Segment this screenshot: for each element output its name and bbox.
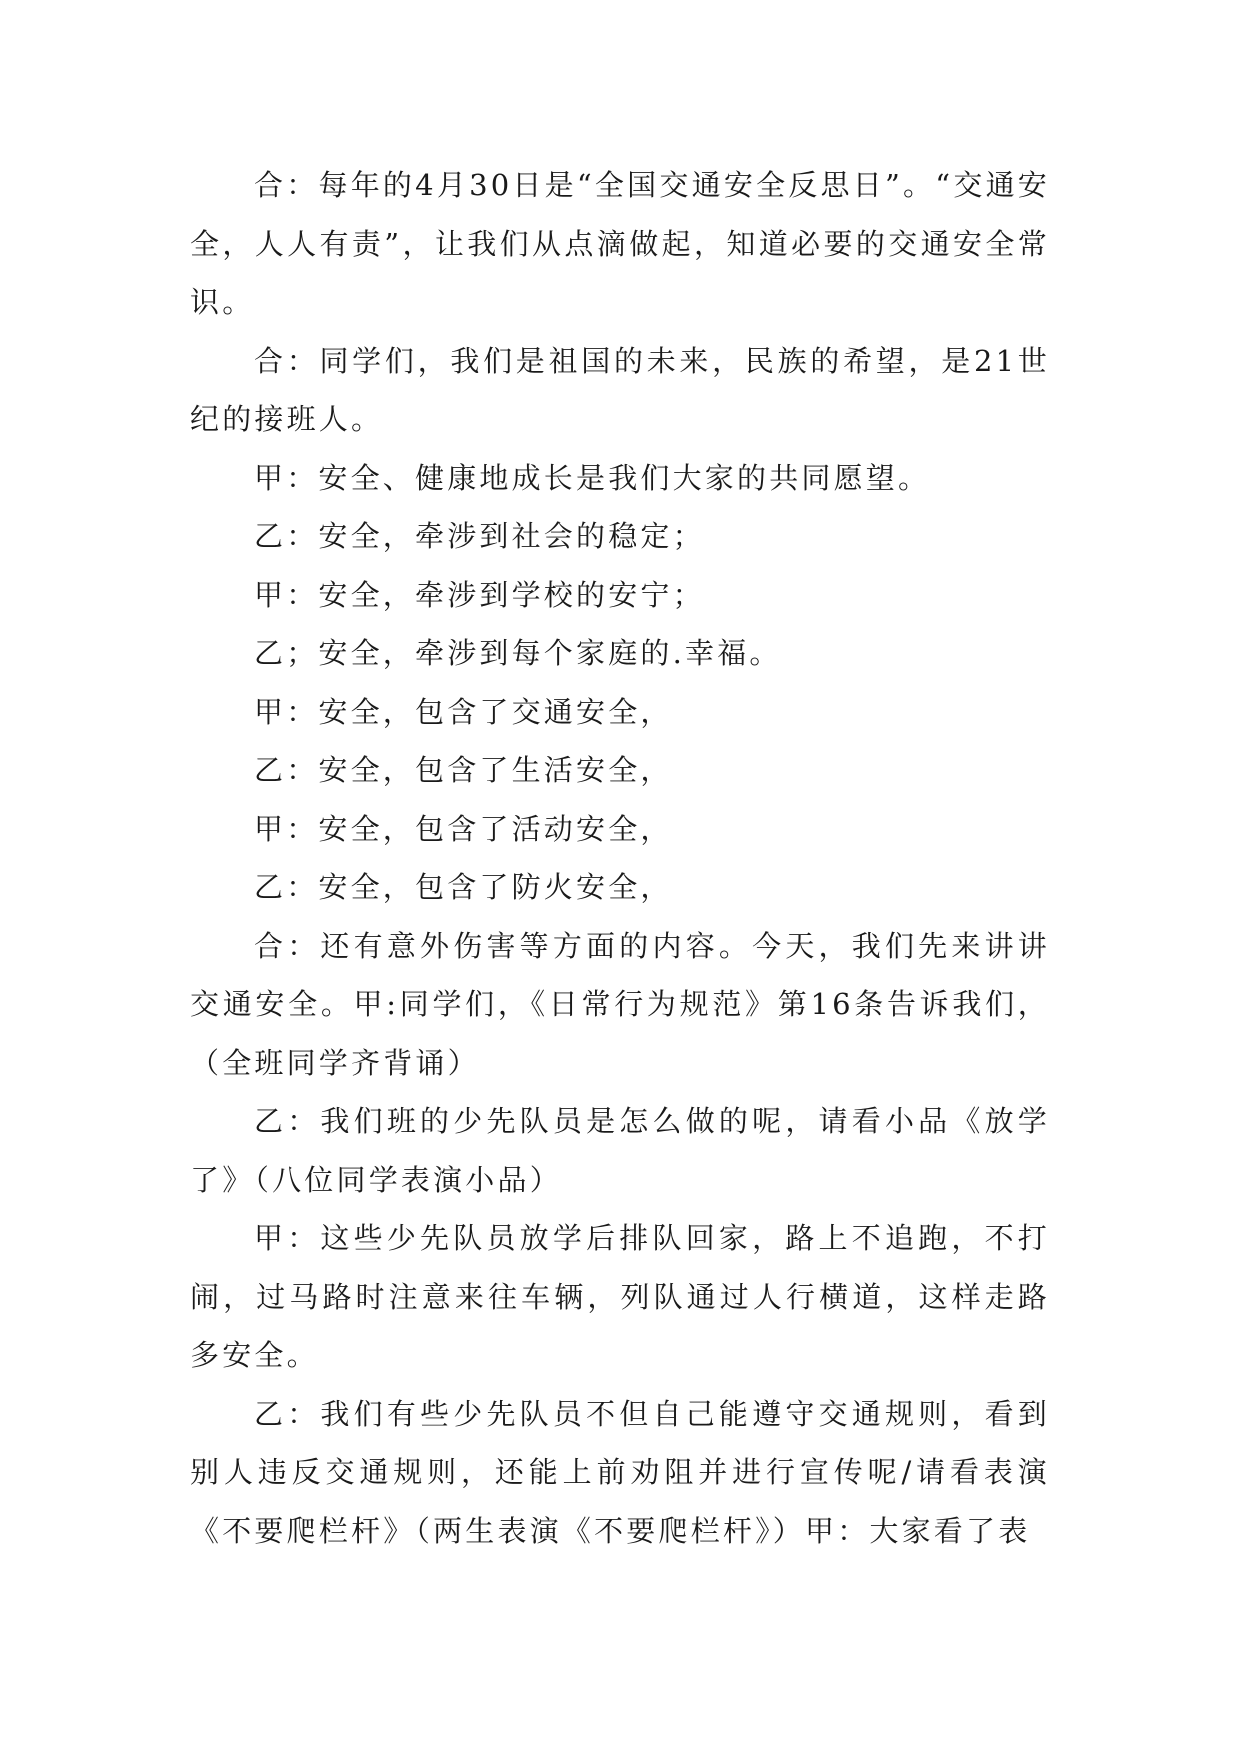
paragraph: 甲：安全，包含了交通安全， [254, 694, 673, 729]
paragraph: 合：每年的4月30日是“全国交通安全反思日”。“交通安全，人人有责”，让我们从点滴做起，知道必要的交通安全常识。 [190, 168, 1050, 319]
paragraph: 乙：我们有些少先队员不但自己能遵守交通规则，看到别人违反交通规则，还能上前劝阻并进行宣传呢/请看表演《不要爬栏杆》（两生表演《不要爬栏杆》）甲：大家看了表 [190, 1396, 1050, 1548]
paragraph: 乙；安全，牵涉到每个家庭的.幸福。 [254, 636, 782, 670]
paragraph: 甲：安全，包含了活动安全， [254, 811, 673, 846]
paragraph: 合：还有意外伤害等方面的内容。今天，我们先来讲讲交通安全。甲:同学们，《日常行为规范》第16条告诉我们，（全班同学齐背诵） [190, 928, 1050, 1080]
paragraph: 乙：安全，牵涉到社会的稳定； [254, 519, 705, 553]
paragraph: 甲：这些少先队员放学后排队回家，路上不追跑，不打闹，过马路时注意来往车辆，列队通过人行横道，这样走路多安全。 [190, 1221, 1050, 1372]
paragraph: 甲：安全、健康地成长是我们大家的共同愿望。 [254, 460, 931, 495]
document-body [190, 156, 1050, 1560]
paragraph: 乙：安全，包含了生活安全， [254, 753, 673, 787]
paragraph: 乙：安全，包含了防火安全， [254, 870, 673, 904]
paragraph: 乙：我们班的少先队员是怎么做的呢，请看小品《放学了》（八位同学表演小品） [190, 1104, 1050, 1197]
paragraph: 合：同学们，我们是祖国的未来，民族的希望，是21世纪的接班人。 [190, 343, 1050, 436]
paragraph: 甲：安全，牵涉到学校的安宁； [254, 577, 705, 612]
